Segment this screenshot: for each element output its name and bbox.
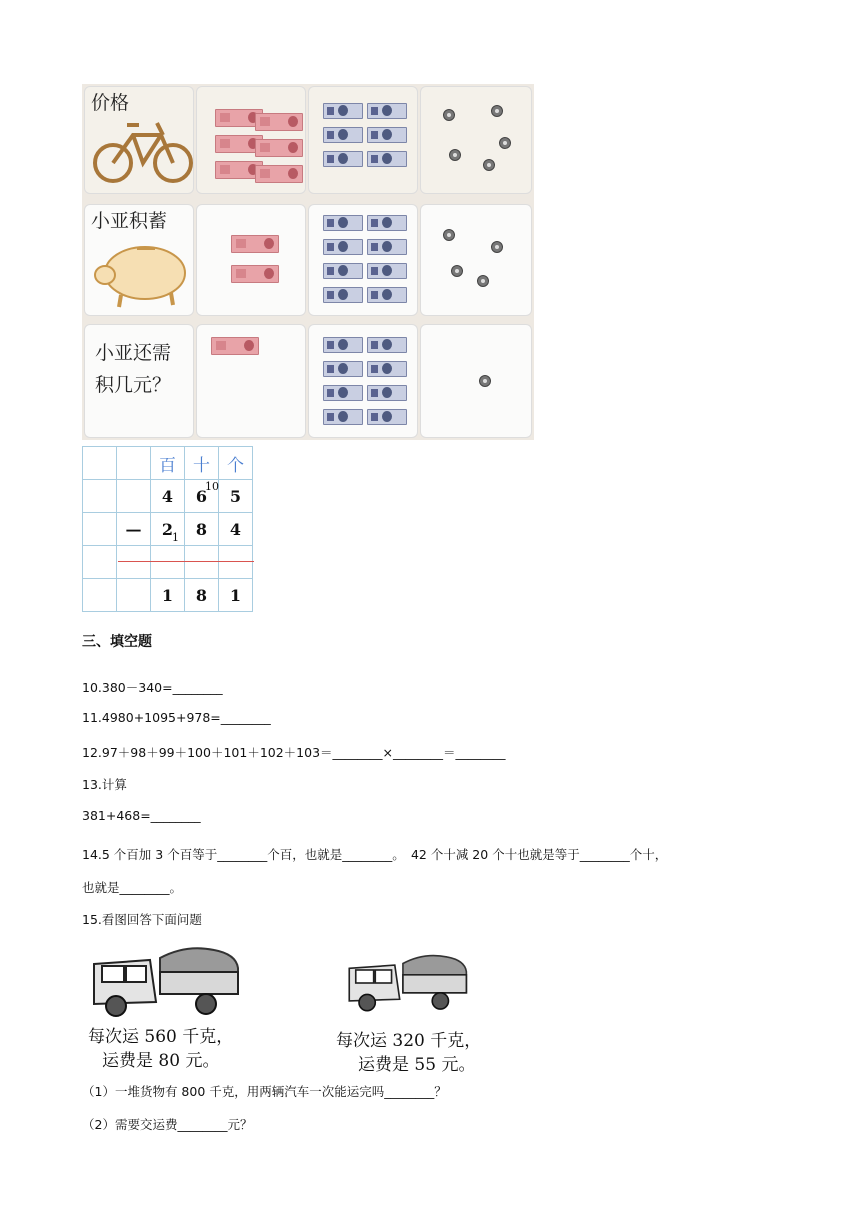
ten-yuan-note xyxy=(367,361,407,377)
ten-yuan-note xyxy=(323,361,363,377)
hundred-yuan-note xyxy=(255,165,303,183)
hundreds-cell-row3 xyxy=(196,324,306,438)
question-15-part1: （1）一堆货物有 800 千克，用两辆汽车一次能运完吗________？ xyxy=(82,1084,447,1099)
money-picture-table xyxy=(82,84,534,440)
ten-yuan-note xyxy=(367,103,407,119)
question-14-line1: 14.5 个百加 3 个百等于________个百，也就是________。 42 个十减 20 个十也就是等于________个十， xyxy=(82,847,668,862)
ones-cell-row3 xyxy=(420,324,532,438)
one-yuan-coin xyxy=(499,137,511,149)
question-13-title: 13.计算 xyxy=(82,777,127,792)
subtrahend-ones: 4 xyxy=(219,513,253,546)
one-yuan-coin xyxy=(449,149,461,161)
remaining-label-cell xyxy=(84,324,194,438)
question-13-expression: 381+468=________ xyxy=(82,808,201,823)
ten-yuan-note xyxy=(367,385,407,401)
question-11: 11.4980+1095+978=________ xyxy=(82,710,271,725)
truck2-cost: 运费是 55 元。 xyxy=(358,1055,476,1075)
ten-yuan-note xyxy=(367,151,407,167)
result-ones: 1 xyxy=(219,579,253,612)
question-15-title: 15.看图回答下面问题 xyxy=(82,912,202,927)
truck1-capacity: 每次运 560 千克， xyxy=(88,1027,234,1047)
one-yuan-coin xyxy=(443,229,455,241)
question-15-part2: （2）需要交运费________元？ xyxy=(82,1117,253,1132)
section-title: 三、填空题 xyxy=(82,634,152,650)
truck-icon xyxy=(90,944,240,1020)
truck1-cost: 运费是 80 元。 xyxy=(102,1051,220,1071)
ten-yuan-note xyxy=(323,409,363,425)
header-ones: 个 xyxy=(219,447,253,480)
hundred-yuan-note xyxy=(255,113,303,131)
tens-cell-row1 xyxy=(308,86,418,194)
ten-yuan-note xyxy=(367,215,407,231)
hundreds-cell-row2 xyxy=(196,204,306,316)
ten-yuan-note xyxy=(323,239,363,255)
remaining-label-line2: 积几元？ xyxy=(95,374,172,396)
ten-yuan-note xyxy=(367,409,407,425)
vertical-subtraction-grid xyxy=(82,446,253,612)
savings-label: 小亚积蓄 xyxy=(91,210,168,232)
result-hundreds: 1 xyxy=(151,579,185,612)
minus-sign: — xyxy=(117,513,151,546)
ten-yuan-note xyxy=(323,103,363,119)
ten-yuan-note xyxy=(367,127,407,143)
header-hundreds: 百 xyxy=(151,447,185,480)
minuend-tens-cell xyxy=(185,480,219,513)
ten-yuan-note xyxy=(323,263,363,279)
minuend-ones: 5 xyxy=(219,480,253,513)
one-yuan-coin xyxy=(477,275,489,287)
ones-cell-row1 xyxy=(420,86,532,194)
minuend-hundreds: 4 xyxy=(151,480,185,513)
one-yuan-coin xyxy=(483,159,495,171)
tens-cell-row2 xyxy=(308,204,418,316)
hundred-yuan-note xyxy=(255,139,303,157)
one-yuan-coin xyxy=(451,265,463,277)
bicycle-icon xyxy=(91,113,194,185)
ten-yuan-note xyxy=(323,151,363,167)
one-yuan-coin xyxy=(491,105,503,117)
subtrahend-hundreds-cell xyxy=(151,513,185,546)
hundred-yuan-note xyxy=(231,235,279,253)
savings-label-cell xyxy=(84,204,194,316)
ones-cell-row2 xyxy=(420,204,532,316)
ten-yuan-note xyxy=(323,127,363,143)
subtrahend-hundreds: 2 xyxy=(161,519,174,539)
question-14-line2: 也就是________。 xyxy=(82,880,183,895)
hundreds-cell-row1 xyxy=(196,86,306,194)
truck-icon xyxy=(346,950,468,1016)
price-label-cell xyxy=(84,86,194,194)
ten-yuan-note xyxy=(367,287,407,303)
ten-yuan-note xyxy=(367,263,407,279)
borrow-mark: 10 xyxy=(205,480,219,493)
one-yuan-coin xyxy=(491,241,503,253)
borrow-subscript: 1 xyxy=(172,531,179,544)
one-yuan-coin xyxy=(443,109,455,121)
result-tens: 8 xyxy=(185,579,219,612)
tens-cell-row3 xyxy=(308,324,418,438)
question-12: 12.97＋98＋99＋100＋101＋102＋103＝________×________＝________ xyxy=(82,745,506,760)
result-underline xyxy=(118,561,254,562)
ten-yuan-note xyxy=(323,385,363,401)
subtrahend-tens: 8 xyxy=(185,513,219,546)
ten-yuan-note xyxy=(367,239,407,255)
ten-yuan-note xyxy=(323,215,363,231)
hundred-yuan-note xyxy=(211,337,259,355)
price-label: 价格 xyxy=(91,92,130,114)
minuend-tens: 6 xyxy=(195,486,208,506)
question-10: 10.380－340=________ xyxy=(82,680,223,695)
header-tens: 十 xyxy=(185,447,219,480)
truck2-capacity: 每次运 320 千克， xyxy=(336,1031,482,1051)
hundred-yuan-note xyxy=(231,265,279,283)
ten-yuan-note xyxy=(323,287,363,303)
ten-yuan-note xyxy=(367,337,407,353)
piggy-bank-icon xyxy=(91,237,191,309)
one-yuan-coin xyxy=(479,375,491,387)
remaining-label-line1: 小亚还需 xyxy=(95,342,172,364)
ten-yuan-note xyxy=(323,337,363,353)
